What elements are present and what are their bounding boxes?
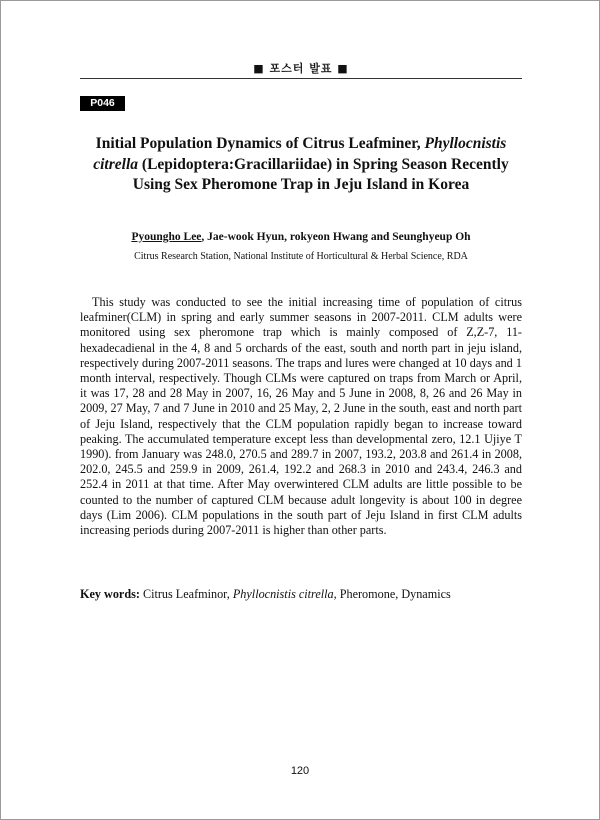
keywords-text-2: Pheromone, Dynamics — [336, 587, 451, 601]
section-header: ■ 포스터 발표 ■ — [253, 62, 349, 75]
keywords-text-1: Citrus Leafminor, — [139, 587, 233, 601]
header-divider — [80, 78, 522, 79]
keywords-label: Key words: — [80, 587, 140, 601]
author-list — [80, 231, 522, 243]
abstract-body: This study was conducted to see the initial increasing time of population of citrus leafminer(CLM) in spring and early summer seasons in 2007-2011. CLM adults were monitored using sex pheromone trap which is mainly composed of Z,Z-7, 11-hexadecadienal in the 4, 8 and 5 orchards of the east, south and north part in jeju island, respectively during 2007-2011 seasons. The traps and lures were changed at 10 days and 1 month interval, respectively. Though CLMs were captured on traps from March or April, it was 17, 28 and 28 May in 2007, 16, 26 May and 5 June in 2008, 8, 26 and 26 May in 2009, 27 May, 7 and 7 June in 2010 and 25 May, 2, 2 June in the south, east and north part of Jeju Island, respectively that the CLM population rapidly began to increase toward peaking. The accumulated temperature except less than developmental zero, 12.1 Ujiye T 1990). from January was 248.0, 270.5 and 289.7 in 2007, 193.2, 203.8 and 261.4 in 2008, 202.0, 245.5 and 259.9 in 2009, 261.4, 192.2 and 268.3 in 2010 and 243.4, 246.3 and 252.4 in 2011 at that time. After May overwintered CLM adults are little possible to be counted to the number of captured CLM because adult longevity is about 100 in degree days (Lim 2006). CLM populations in the south part of Jeju Island in first CLM adults increasing periods during 2007-2011 is higher than other parts. — [80, 295, 522, 538]
keywords — [80, 587, 522, 602]
title-part-1: Initial Population Dynamics of Citrus Leafminer, — [95, 135, 425, 152]
title-part-2: (Lepidoptera:Gracillariidae) in Spring Season Recently Using Sex Pheromone Trap in Jeju Island in Korea — [132, 155, 509, 193]
title-species-name: Phyllocnistis citrella — [93, 135, 507, 173]
keywords-species: Phyllocnistis citrella, — [232, 587, 337, 601]
paper-title — [80, 134, 522, 196]
page-number: 120 — [290, 765, 310, 777]
poster-id-badge: P046 — [80, 96, 125, 111]
affiliation: Citrus Research Station, National Institute of Horticultural & Herbal Science, RDA — [134, 251, 468, 262]
co-authors: , Jae-wook Hyun, rokyeon Hwang and Seunghyeup Oh — [201, 231, 471, 243]
presenting-author: Pyoungho Lee — [131, 231, 202, 243]
